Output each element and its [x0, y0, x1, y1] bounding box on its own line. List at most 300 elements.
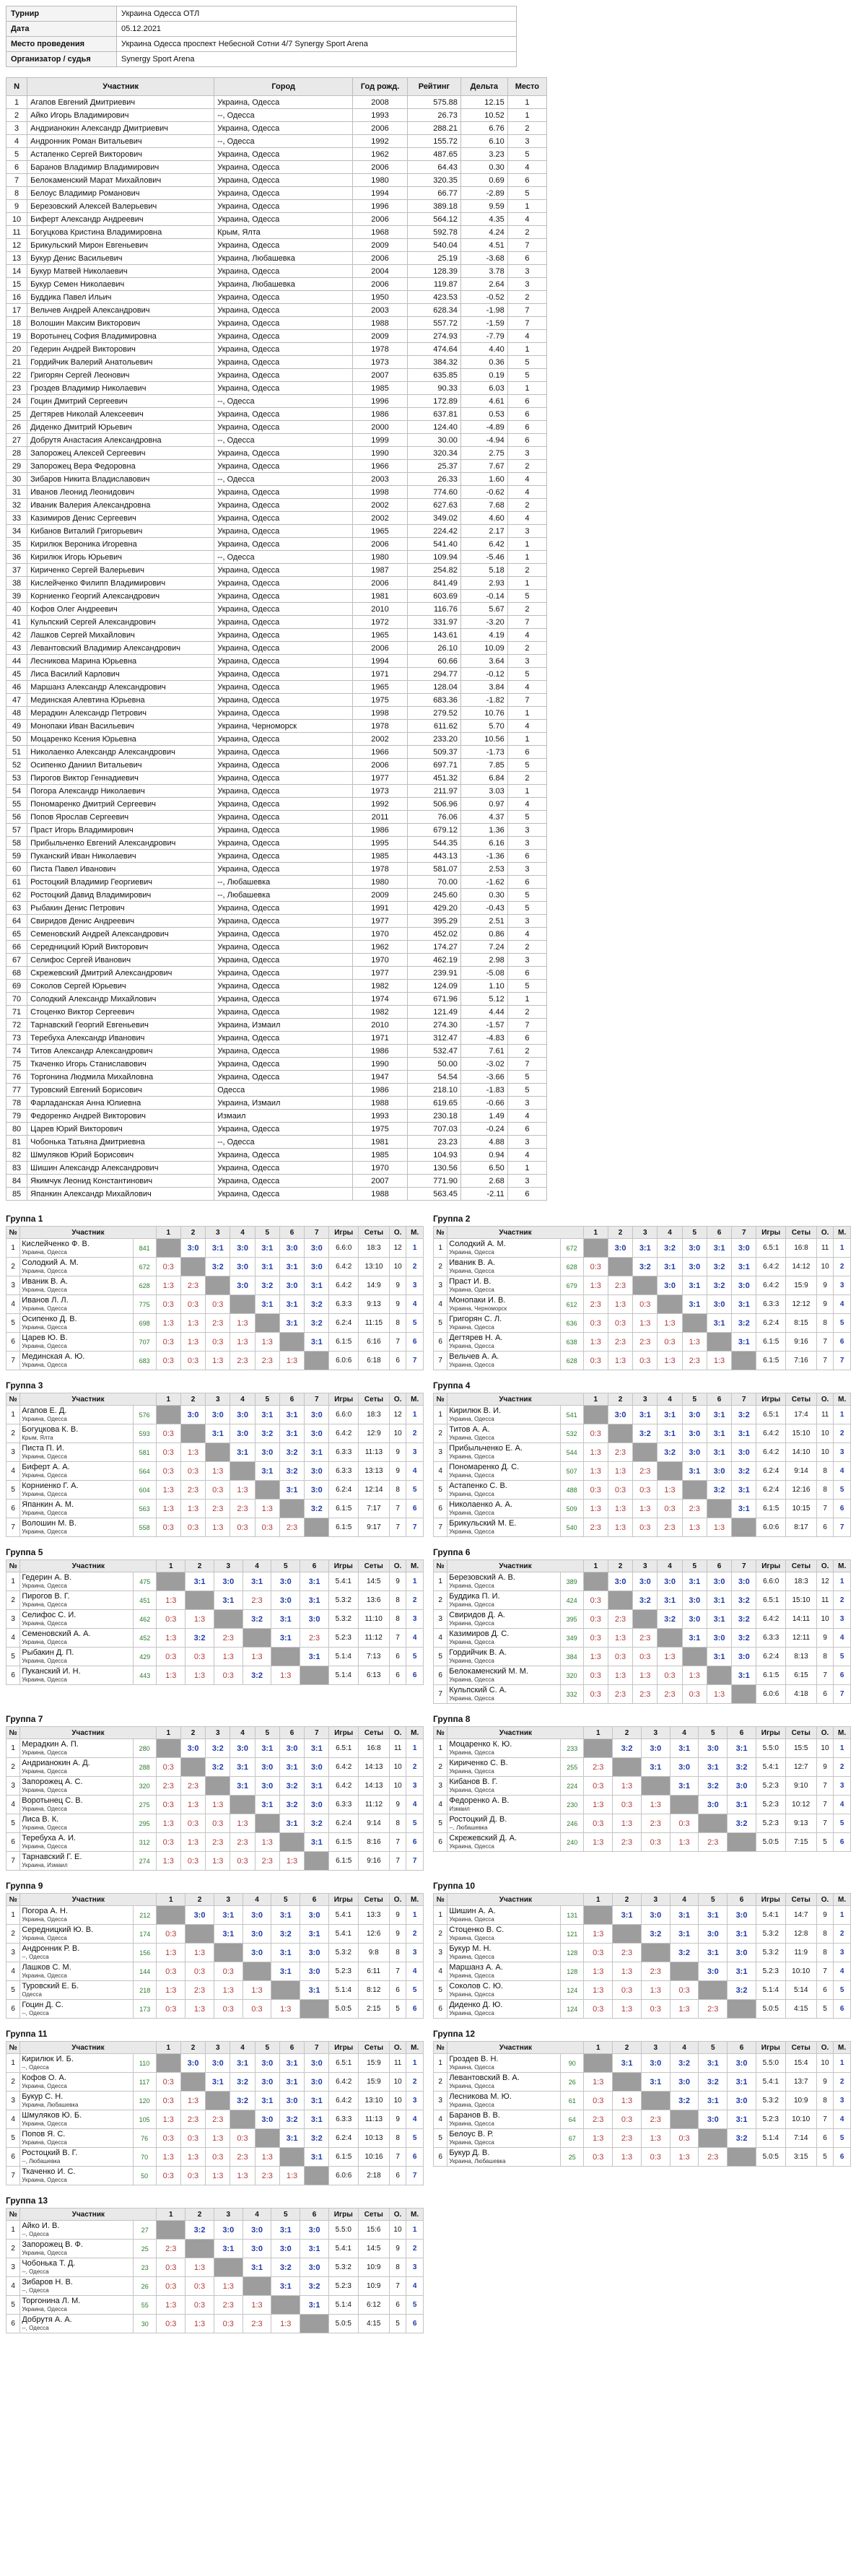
- table-cell: 2008: [353, 96, 408, 109]
- self-cell: [699, 1814, 728, 1833]
- sets-total: 6:13: [358, 1666, 389, 1685]
- points-total: 7: [816, 2110, 834, 2129]
- group-row: [434, 1962, 851, 1981]
- player-rating: 451: [134, 1591, 157, 1610]
- table-cell: Тарнавский Георгий Евгеньевич: [27, 1019, 214, 1032]
- player-name-cell: [447, 2073, 561, 2092]
- sets-total: 15:10: [786, 1424, 817, 1443]
- table-cell: 27: [6, 434, 27, 447]
- sets-total: 13:6: [358, 1591, 389, 1610]
- table-row: [6, 109, 547, 122]
- table-cell: Дегтярев Николай Алексеевич: [27, 408, 214, 421]
- player-name: Титов А. А.: [449, 1424, 490, 1434]
- table-row: [6, 746, 547, 759]
- table-cell: 124.40: [407, 421, 460, 434]
- player-city: Украина, Одесса: [449, 2120, 494, 2127]
- table-cell: 1996: [353, 395, 408, 408]
- row-number: 1: [434, 1406, 447, 1424]
- table-row: [6, 850, 547, 863]
- table-cell: Украина, Одесса: [214, 603, 353, 616]
- games-total: 5.4:1: [328, 1925, 358, 1944]
- column-header: 5: [271, 1894, 300, 1906]
- table-cell: 1972: [353, 616, 408, 629]
- column-header: 4: [658, 1393, 682, 1406]
- column-header: М.: [834, 1727, 851, 1739]
- column-header: М.: [406, 1393, 424, 1406]
- player-name-cell: [20, 1906, 134, 1925]
- table-cell: Маршанз Александр Александрович: [27, 681, 214, 694]
- place: 6: [834, 1833, 851, 1852]
- table-cell: Ростоцкий Владимир Георгиевич: [27, 876, 214, 889]
- match-score: 0:3: [180, 1852, 205, 1871]
- table-cell: Соколов Сергей Юрьевич: [27, 980, 214, 993]
- match-score: 3:0: [206, 2054, 230, 2073]
- table-cell: Букур Матвей Николаевич: [27, 265, 214, 278]
- player-rating: 541: [560, 1406, 583, 1424]
- table-cell: 1965: [353, 681, 408, 694]
- table-cell: Пирогов Виктор Геннадиевич: [27, 772, 214, 785]
- player-name-cell: [447, 2054, 561, 2073]
- row-number: 1: [6, 1572, 20, 1591]
- player-name: Иваник В. А.: [22, 1276, 68, 1286]
- table-cell: 2006: [353, 759, 408, 772]
- match-score: 3:1: [279, 1295, 304, 1314]
- column-header: 2: [180, 1393, 205, 1406]
- row-number: 6: [434, 1833, 447, 1852]
- match-score: 3:0: [728, 1944, 756, 1962]
- row-number: 3: [6, 1276, 20, 1295]
- points-total: 10: [389, 1777, 406, 1796]
- column-header: 6: [728, 1727, 756, 1739]
- match-score: 1:3: [185, 2258, 214, 2277]
- match-score: 2:3: [613, 1833, 642, 1852]
- table-cell: 46: [6, 681, 27, 694]
- player-name-cell: [20, 1572, 134, 1591]
- place: 7: [834, 1352, 851, 1370]
- place: 6: [406, 2000, 424, 2019]
- match-score: 2:3: [206, 2110, 230, 2129]
- match-score: 3:0: [641, 2054, 670, 2073]
- match-score: 2:3: [583, 1518, 608, 1537]
- place: 4: [406, 1629, 424, 1648]
- table-cell: 1986: [353, 408, 408, 421]
- self-cell: [641, 1944, 670, 1962]
- column-header: 3: [214, 2209, 243, 2221]
- table-cell: --, Одесса: [214, 551, 353, 564]
- match-score: 2:3: [641, 2110, 670, 2129]
- table-cell: 5.12: [460, 993, 507, 1006]
- table-cell: Пуканский Иван Николаевич: [27, 850, 214, 863]
- table-cell: 3: [507, 135, 546, 148]
- row-number: 5: [6, 1314, 20, 1333]
- player-name: Моцаренко К. Ю.: [449, 1739, 512, 1749]
- table-cell: 26.33: [407, 473, 460, 486]
- self-cell: [214, 1610, 243, 1629]
- match-score: 0:3: [156, 1352, 180, 1370]
- table-cell: 3: [507, 837, 546, 850]
- table-cell: Солодкий Александр Михайлович: [27, 993, 214, 1006]
- self-cell: [633, 1276, 658, 1295]
- column-header: 2: [613, 2042, 642, 2054]
- table-cell: 5: [507, 811, 546, 824]
- group-title: Группа 1: [6, 1214, 43, 1224]
- column-header: 5: [255, 1227, 279, 1239]
- table-cell: Украина, Одесса: [214, 408, 353, 421]
- match-score: 3:1: [641, 1758, 670, 1777]
- player-name: Гордийчик В. А.: [449, 1648, 507, 1657]
- column-header: Игры: [329, 1727, 359, 1739]
- match-score: 1:3: [707, 1352, 731, 1370]
- match-score: 3:2: [658, 1610, 682, 1629]
- player-name-cell: [20, 1314, 133, 1333]
- match-score: 3:1: [271, 1629, 300, 1648]
- sets-total: 9:17: [359, 1518, 390, 1537]
- table-cell: 12.15: [460, 96, 507, 109]
- group-header-row: [6, 2042, 424, 2054]
- table-cell: 1998: [353, 486, 408, 499]
- table-cell: 423.53: [407, 291, 460, 304]
- sets-total: 6:16: [359, 1333, 390, 1352]
- table-cell: Казимиров Денис Сергеевич: [27, 512, 214, 525]
- self-cell: [305, 1518, 329, 1537]
- group-row: [6, 2240, 424, 2258]
- table-cell: 6.84: [460, 772, 507, 785]
- table-cell: 3: [507, 525, 546, 538]
- table-cell: Лиса Василий Карлович: [27, 668, 214, 681]
- player-city: --, Любашевка: [449, 1824, 488, 1831]
- games-total: 6.2:4: [756, 1648, 786, 1666]
- column-header: Участник: [20, 1393, 156, 1406]
- player-rating: 389: [560, 1572, 583, 1591]
- match-score: 3:0: [707, 1629, 731, 1648]
- table-row: [6, 798, 547, 811]
- table-cell: Украина, Одесса: [214, 655, 353, 668]
- sets-total: 12:6: [358, 1925, 389, 1944]
- group-row: [434, 1572, 851, 1591]
- group-row: [434, 2092, 851, 2110]
- match-score: 0:3: [670, 2129, 699, 2148]
- row-number: 3: [6, 2092, 20, 2110]
- table-row: [6, 473, 547, 486]
- table-cell: 1980: [353, 876, 408, 889]
- points-total: 11: [816, 1406, 834, 1424]
- table-cell: 12: [6, 239, 27, 252]
- player-rating: 61: [561, 2092, 584, 2110]
- table-cell: 4.61: [460, 395, 507, 408]
- table-cell: 1988: [353, 1097, 408, 1110]
- player-name-cell: [20, 1462, 133, 1481]
- table-cell: 49: [6, 720, 27, 733]
- match-score: 3:2: [255, 1276, 279, 1295]
- group-table: [6, 1393, 424, 1537]
- place: 5: [406, 1648, 424, 1666]
- player-city: Украина, Одесса: [22, 1323, 67, 1331]
- table-cell: 20: [6, 343, 27, 356]
- table-cell: 274.30: [407, 1019, 460, 1032]
- self-cell: [230, 2110, 255, 2129]
- table-cell: 14: [6, 265, 27, 278]
- games-total: 6.1:5: [329, 1833, 359, 1852]
- table-cell: Украина, Одесса: [214, 954, 353, 967]
- table-cell: 51: [6, 746, 27, 759]
- sets-total: 7:16: [786, 1352, 817, 1370]
- player-name: Запорожец В. Ф.: [22, 2240, 83, 2249]
- column-header: 2: [608, 1560, 632, 1572]
- group-header-row: [434, 1894, 851, 1906]
- table-row: [6, 811, 547, 824]
- place: 3: [834, 1276, 851, 1295]
- games-total: 6.3:3: [756, 1629, 786, 1648]
- match-score: 3:2: [670, 2054, 699, 2073]
- table-row: [6, 837, 547, 850]
- table-cell: 155.72: [407, 135, 460, 148]
- player-city: Украина, Одесса: [449, 1342, 494, 1349]
- games-total: 6.5:1: [756, 1406, 786, 1424]
- table-cell: 3: [6, 122, 27, 135]
- column-header: Участник: [447, 2042, 584, 2054]
- self-cell: [728, 2000, 756, 2019]
- player-city: Украина, Одесса: [449, 1953, 494, 1960]
- table-cell: 85: [6, 1188, 27, 1201]
- match-score: 3:1: [707, 1239, 731, 1258]
- info-row: [6, 52, 517, 67]
- self-cell: [305, 1852, 329, 1871]
- table-row: [6, 96, 547, 109]
- table-cell: -3.20: [460, 616, 507, 629]
- match-score: 3:0: [732, 1648, 756, 1666]
- match-score: 0:3: [206, 1333, 230, 1352]
- match-score: 1:3: [157, 1591, 185, 1610]
- table-cell: Украина, Одесса: [214, 512, 353, 525]
- group-row: [434, 1758, 851, 1777]
- player-name-cell: [447, 2110, 561, 2129]
- table-cell: 1978: [353, 720, 408, 733]
- table-cell: 4: [507, 629, 546, 642]
- table-cell: -1.83: [460, 1084, 507, 1097]
- table-cell: 70.00: [407, 876, 460, 889]
- match-score: 1:3: [156, 1852, 180, 1871]
- table-cell: 2009: [353, 330, 408, 343]
- group-row: [6, 2277, 424, 2296]
- player-name: Лашков С. М.: [22, 1962, 71, 1972]
- games-total: 6.3:3: [329, 1796, 359, 1814]
- match-score: 1:3: [608, 1629, 632, 1648]
- row-number: 1: [6, 1906, 20, 1925]
- table-cell: 211.97: [407, 785, 460, 798]
- sets-total: 6:11: [358, 1962, 389, 1981]
- table-cell: 5: [507, 1071, 546, 1084]
- match-score: 3:2: [633, 1424, 658, 1443]
- player-name-cell: [20, 2277, 134, 2296]
- player-name: Букур Д. В.: [449, 2148, 490, 2157]
- table-cell: 24: [6, 395, 27, 408]
- place: 5: [406, 1481, 424, 1500]
- column-header: О.: [389, 1227, 406, 1239]
- place: 1: [834, 1906, 851, 1925]
- match-score: 3:2: [243, 1666, 271, 1685]
- match-score: 0:3: [583, 1610, 608, 1629]
- row-number: 6: [6, 1500, 20, 1518]
- table-cell: 1: [6, 96, 27, 109]
- match-score: 3:1: [728, 1739, 756, 1758]
- player-name-cell: [447, 1944, 561, 1962]
- sets-total: 12:12: [786, 1295, 817, 1314]
- match-score: 3:1: [732, 1500, 756, 1518]
- match-score: 0:3: [156, 1258, 180, 1276]
- column-header: 6: [707, 1393, 731, 1406]
- table-cell: 5: [507, 889, 546, 902]
- group-row: [6, 1481, 424, 1500]
- player-city: Украина, Одесса: [22, 1824, 67, 1831]
- place: 1: [834, 1739, 851, 1758]
- sets-total: 15:9: [359, 2054, 390, 2073]
- column-header: О.: [389, 1560, 406, 1572]
- table-cell: 1980: [353, 174, 408, 187]
- match-score: 3:1: [305, 1833, 329, 1852]
- match-score: 1:3: [206, 2167, 230, 2185]
- group-table: [6, 1559, 424, 1685]
- table-cell: Кирилюк Игорь Юрьевич: [27, 551, 214, 564]
- column-header: 1: [583, 1393, 608, 1406]
- group-row: [6, 1295, 424, 1314]
- match-score: 1:3: [180, 1796, 205, 1814]
- sets-total: 9:13: [359, 1295, 390, 1314]
- group-row: [434, 1481, 851, 1500]
- sets-total: 11:9: [785, 1944, 816, 1962]
- match-score: 3:2: [305, 1814, 329, 1833]
- table-cell: 67: [6, 954, 27, 967]
- match-score: 2:3: [206, 1500, 230, 1518]
- table-cell: -7.79: [460, 330, 507, 343]
- table-cell: 1978: [353, 343, 408, 356]
- column-header: Сеты: [785, 2042, 816, 2054]
- group-row: [434, 1424, 851, 1443]
- table-cell: Украина, Одесса: [214, 1032, 353, 1045]
- sets-total: 10:10: [785, 1962, 816, 1981]
- row-number: 6: [6, 2315, 20, 2333]
- points-total: 11: [389, 1739, 406, 1758]
- player-name-cell: [20, 1925, 134, 1944]
- sets-total: 16:8: [359, 1739, 390, 1758]
- match-score: 3:1: [633, 1239, 658, 1258]
- points-total: 7: [389, 1333, 406, 1352]
- player-rating: 105: [133, 2110, 156, 2129]
- group-row: [6, 1739, 424, 1758]
- points-total: 11: [816, 1591, 834, 1610]
- table-cell: 619.65: [407, 1097, 460, 1110]
- player-name: Добрутя А. А.: [22, 2315, 72, 2324]
- match-score: 0:3: [156, 1462, 180, 1481]
- match-score: 2:3: [608, 1276, 632, 1295]
- column-header: 1: [156, 1727, 180, 1739]
- table-row: [6, 213, 547, 226]
- match-score: 2:3: [243, 1591, 271, 1610]
- match-score: 1:3: [633, 1500, 658, 1518]
- player-city: Украина, Одесса: [22, 2082, 67, 2089]
- table-cell: 4.35: [460, 213, 507, 226]
- table-cell: 73: [6, 1032, 27, 1045]
- table-cell: 9: [6, 200, 27, 213]
- points-total: 10: [816, 2054, 834, 2073]
- table-cell: 1971: [353, 1032, 408, 1045]
- match-score: 3:1: [230, 2054, 255, 2073]
- table-cell: Украина, Одесса: [214, 850, 353, 863]
- games-total: 6.2:4: [329, 2129, 359, 2148]
- group-row: [6, 2148, 424, 2167]
- table-cell: 124.09: [407, 980, 460, 993]
- row-number: 5: [6, 1814, 20, 1833]
- match-score: 3:0: [305, 1462, 329, 1481]
- match-score: 0:3: [156, 1518, 180, 1537]
- match-score: 3:0: [279, 1276, 304, 1295]
- table-cell: 50.00: [407, 1058, 460, 1071]
- info-value: Украина Одесса ОТЛ: [117, 6, 517, 22]
- match-score: 1:3: [707, 1518, 731, 1537]
- table-cell: 224.42: [407, 525, 460, 538]
- table-cell: Украина, Одесса: [214, 421, 353, 434]
- match-score: 3:2: [230, 2073, 255, 2092]
- table-cell: 443.13: [407, 850, 460, 863]
- table-cell: Лесникова Марина Юрьевна: [27, 655, 214, 668]
- match-score: 1:3: [583, 1462, 608, 1481]
- table-cell: Зибаров Никита Владиславович: [27, 473, 214, 486]
- table-cell: 1.36: [460, 824, 507, 837]
- self-cell: [699, 1981, 728, 2000]
- row-number: 3: [434, 1777, 447, 1796]
- table-cell: 6.16: [460, 837, 507, 850]
- sets-total: 14:11: [786, 1610, 817, 1629]
- row-number: 5: [434, 1648, 447, 1666]
- match-score: 0:3: [583, 1481, 608, 1500]
- player-name: Григорян С. Л.: [449, 1314, 502, 1323]
- player-city: Украина, Одесса: [22, 1267, 67, 1274]
- games-total: 6.5:1: [329, 1739, 359, 1758]
- table-cell: 2: [6, 109, 27, 122]
- table-cell: 1996: [353, 200, 408, 213]
- table-cell: 26: [6, 421, 27, 434]
- row-number: 7: [6, 1518, 20, 1537]
- player-city: Украина, Одесса: [22, 1749, 67, 1756]
- points-total: 7: [389, 1500, 406, 1518]
- match-score: 2:3: [633, 1333, 658, 1352]
- sets-total: 8:12: [358, 1981, 389, 2000]
- player-rating: 593: [133, 1424, 156, 1443]
- table-cell: 5.67: [460, 603, 507, 616]
- player-rating: 349: [560, 1629, 583, 1648]
- self-cell: [682, 1314, 707, 1333]
- match-score: 2:3: [180, 2110, 205, 2129]
- info-row: [6, 37, 517, 52]
- self-cell: [300, 2315, 329, 2333]
- table-row: [6, 1162, 547, 1175]
- table-cell: 13: [6, 252, 27, 265]
- place: 3: [834, 1610, 851, 1629]
- points-total: 9: [389, 1906, 406, 1925]
- match-score: 0:3: [584, 2092, 613, 2110]
- column-header: 3: [206, 2042, 230, 2054]
- table-cell: Украина, Одесса: [214, 161, 353, 174]
- table-cell: Украина, Одесса: [214, 837, 353, 850]
- table-cell: 3.84: [460, 681, 507, 694]
- player-name-cell: [20, 1352, 133, 1370]
- table-cell: 349.02: [407, 512, 460, 525]
- match-score: 1:3: [157, 1629, 185, 1648]
- player-rating: 563: [133, 1500, 156, 1518]
- table-cell: 22: [6, 369, 27, 382]
- table-cell: 4.88: [460, 1136, 507, 1149]
- player-name-cell: [20, 2148, 133, 2167]
- table-cell: -0.12: [460, 668, 507, 681]
